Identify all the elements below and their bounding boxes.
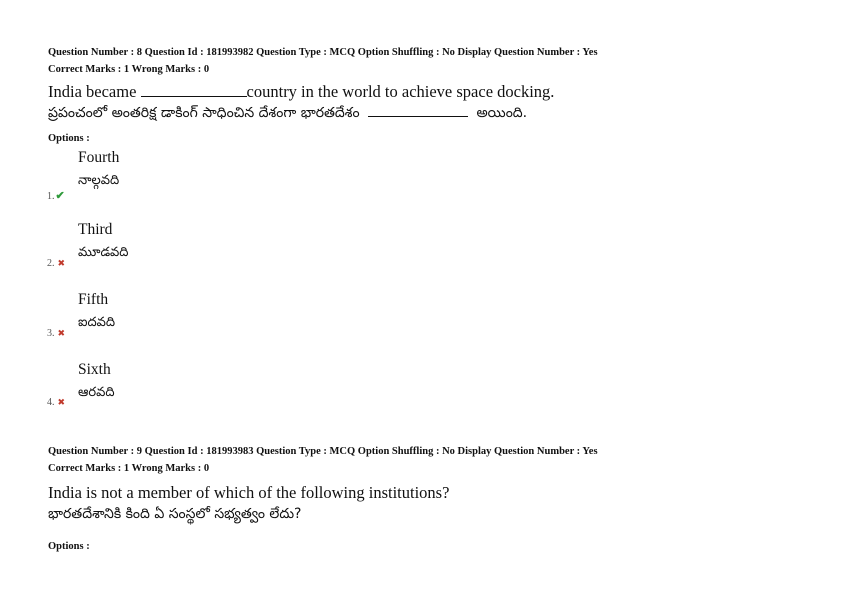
q8-option-1-telugu: నాల్గవది <box>78 173 120 188</box>
q8-option-3-english: Fifth <box>78 291 109 308</box>
q9-options-label: Options : <box>48 541 90 552</box>
q8-telugu-part2: అయింది. <box>476 105 528 121</box>
q8-options-label: Options : <box>48 133 90 144</box>
q9-meta-line1: Question Number : 9 Question Id : 181993983 Question Type : MCQ Option Shuffling : No Display Question Number : Yes <box>48 446 598 457</box>
q8-option-3-number <box>47 328 65 339</box>
q8-blank <box>141 96 247 97</box>
q8-option-1-number <box>47 189 65 202</box>
q8-option-3-telugu: ఐదవది <box>78 315 116 330</box>
q9-question-telugu: భారతదేశానికి కింది ఏ సంస్థలో సభ్యత్వం లేదు? <box>48 506 302 522</box>
option-number-label: 1. <box>47 191 55 202</box>
q8-option-2-telugu: మూడవది <box>78 245 129 260</box>
q8-meta-line1: Question Number : 8 Question Id : 181993982 Question Type : MCQ Option Shuffling : No Display Question Number : Yes <box>48 47 598 58</box>
q8-telugu-blank <box>368 116 468 117</box>
cross-icon: ✖ <box>57 328 66 338</box>
q8-option-2-number <box>47 258 65 269</box>
cross-icon: ✖ <box>57 397 66 407</box>
q8-telugu-part1: ప్రపంచంలో అంతరిక్ష డాకింగ్ సాధించిన దేశంగా భారతదేశం <box>48 105 360 121</box>
q8-text-part2: country in the world to achieve space docking. <box>246 82 555 101</box>
check-icon: ✔ <box>55 190 65 202</box>
option-number-label: 3. <box>47 328 55 339</box>
option-number-label: 2. <box>47 258 55 269</box>
option-number-label: 4. <box>47 397 55 408</box>
q8-option-4-number <box>47 397 65 408</box>
q8-option-1-english: Fourth <box>78 149 120 166</box>
cross-icon: ✖ <box>57 258 66 268</box>
q8-text-part1: India became <box>48 82 141 101</box>
q8-option-2-english: Third <box>78 221 113 238</box>
q8-option-4-telugu: ఆరవది <box>78 385 115 400</box>
q8-question-text <box>48 82 554 102</box>
q8-meta-line2: Correct Marks : 1 Wrong Marks : 0 <box>48 64 210 75</box>
q9-meta-line2: Correct Marks : 1 Wrong Marks : 0 <box>48 463 210 474</box>
q8-question-telugu <box>48 105 527 124</box>
q9-question-text: India is not a member of which of the following institutions? <box>48 483 450 502</box>
q8-option-4-english: Sixth <box>78 361 111 378</box>
